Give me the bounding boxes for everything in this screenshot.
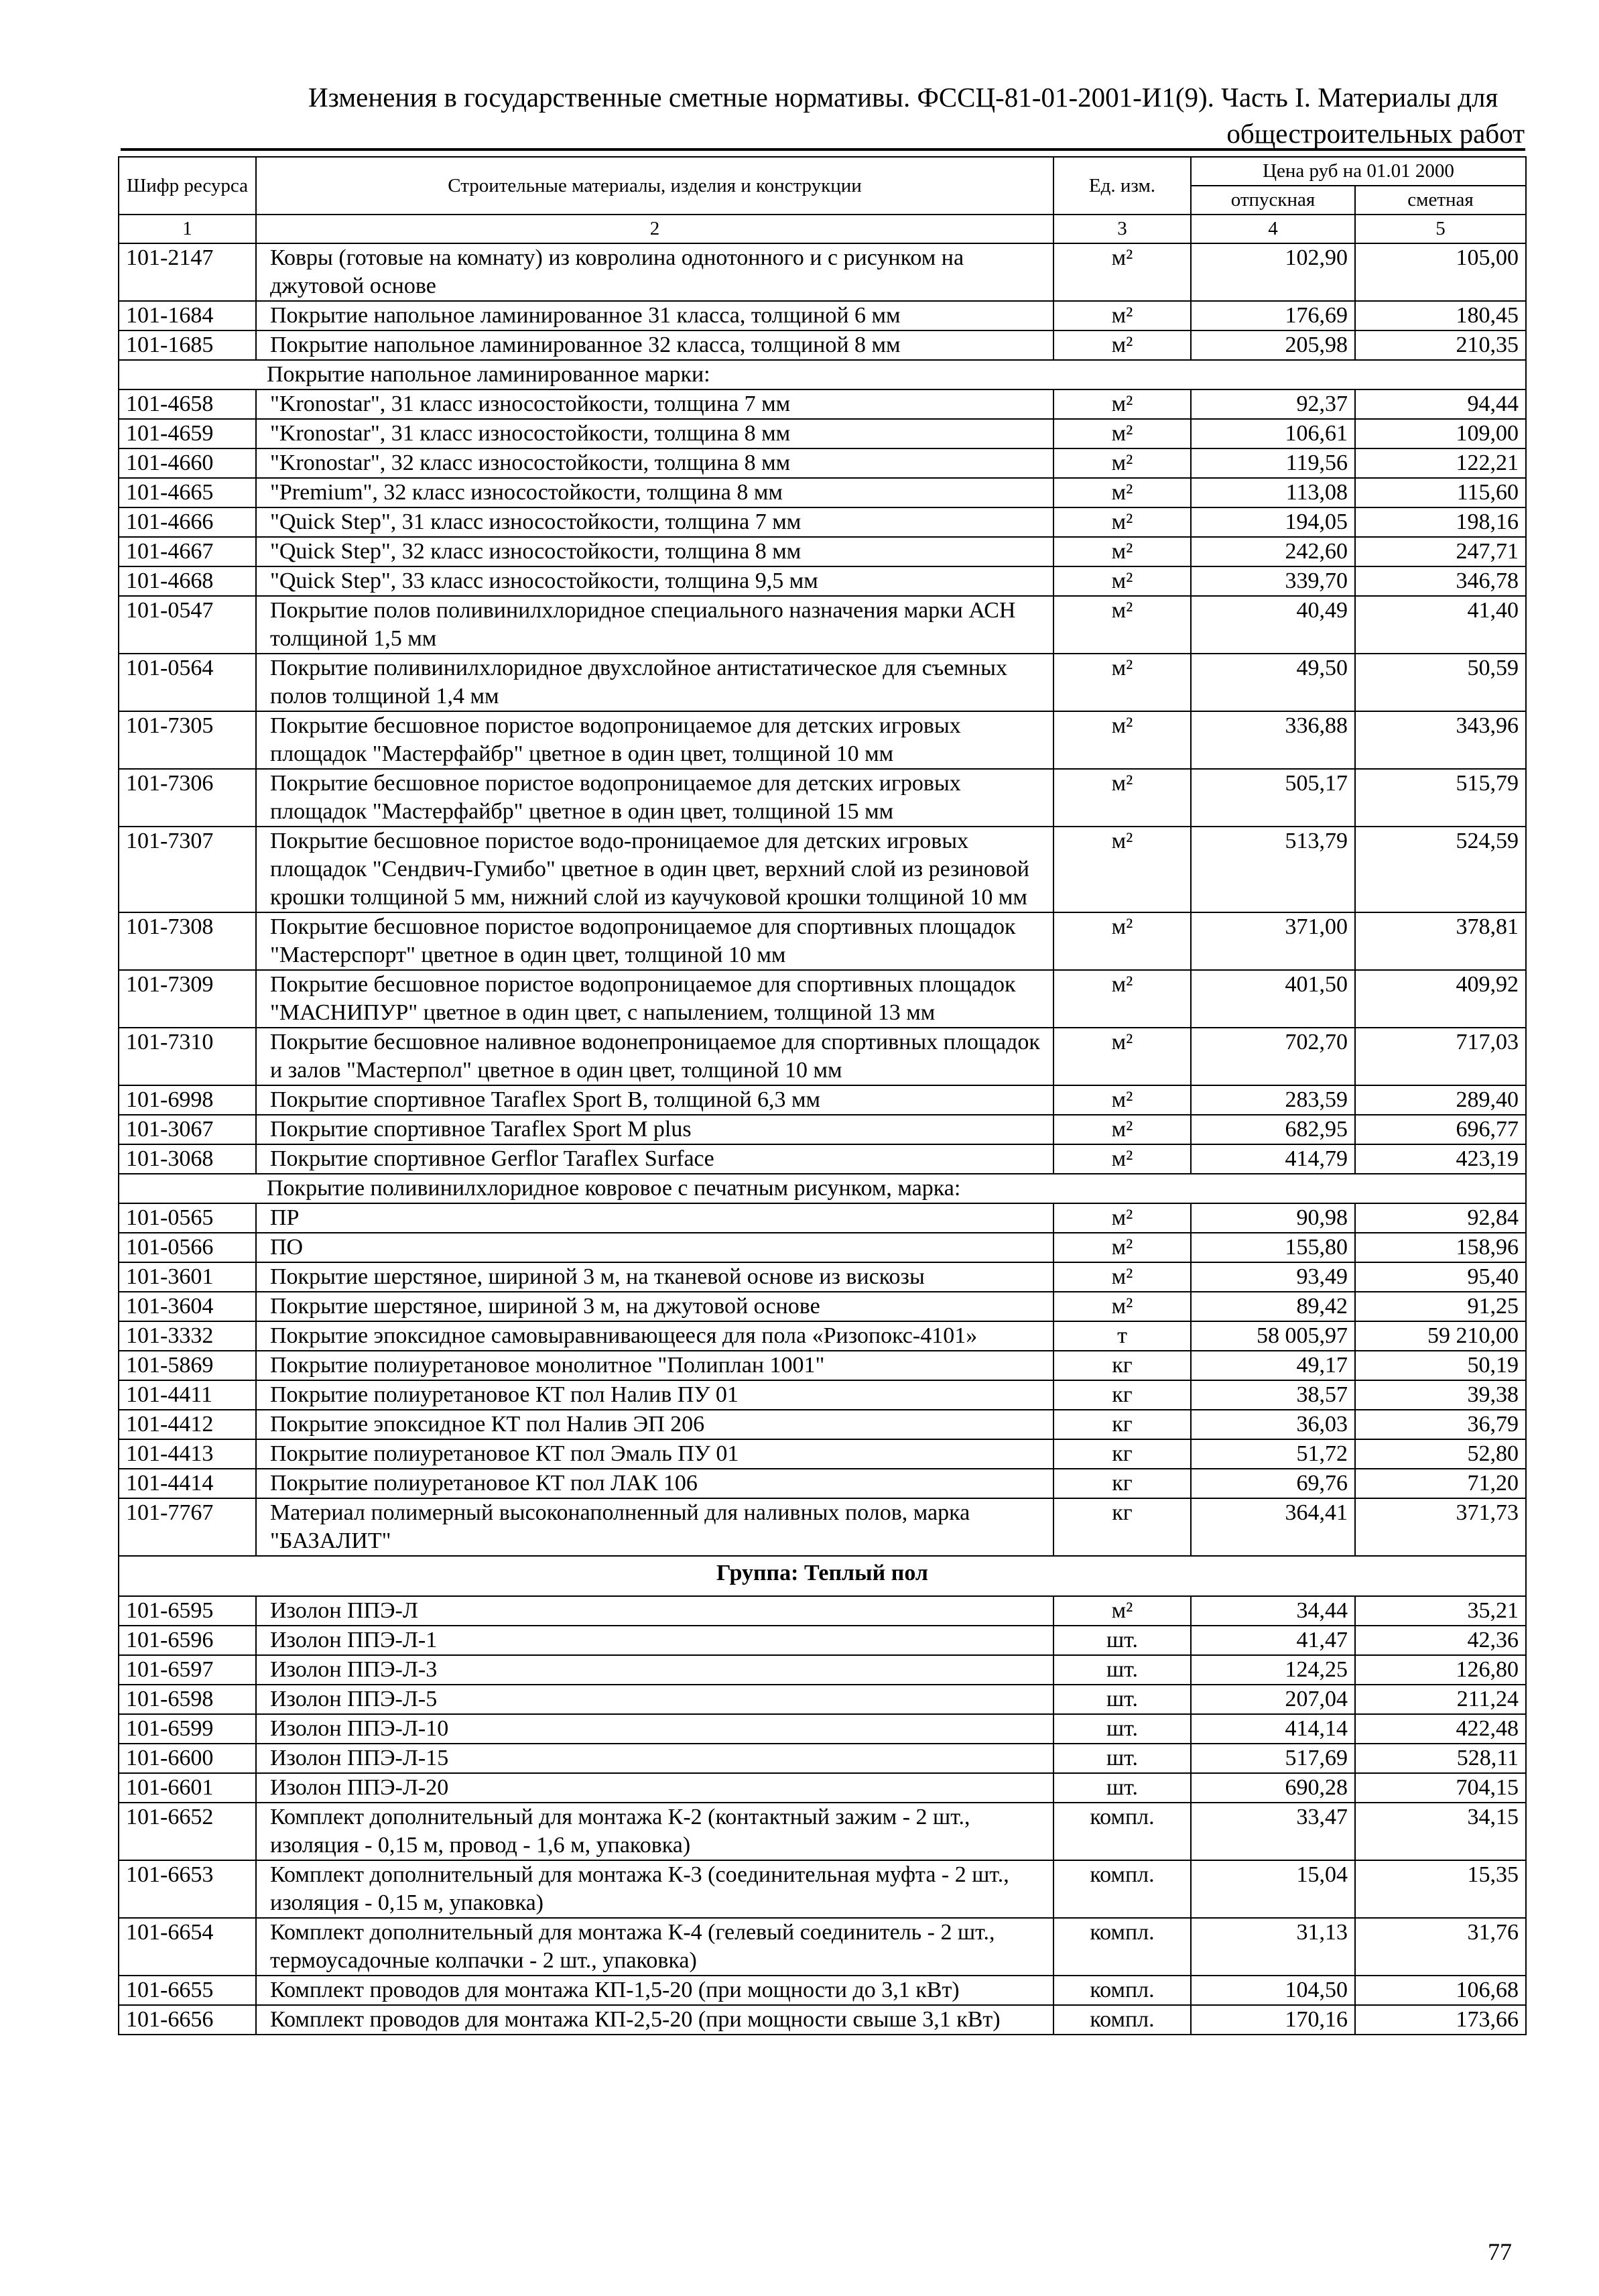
release-price: 414,79 xyxy=(1191,1144,1355,1174)
unit-cell: м² xyxy=(1053,1596,1191,1626)
table-row xyxy=(119,507,1526,537)
header-line-1: Изменения в государственные сметные нормативы. ФССЦ-81-01-2001-И1(9). Часть I. Материалы для xyxy=(308,82,1498,113)
unit-cell: кг xyxy=(1053,1469,1191,1498)
table-row xyxy=(119,1115,1526,1144)
material-name: Покрытие эпоксидное самовыравнивающееся для пола «Ризопокс-4101» xyxy=(256,1321,1053,1351)
release-price: 51,72 xyxy=(1191,1439,1355,1469)
material-name: Изолон ППЭ-Л-20 xyxy=(256,1773,1053,1803)
release-price: 41,47 xyxy=(1191,1626,1355,1655)
release-price: 690,28 xyxy=(1191,1773,1355,1803)
materials-table xyxy=(118,156,1527,2035)
table-row xyxy=(119,1773,1526,1803)
estimate-price: 696,77 xyxy=(1355,1115,1526,1144)
table-row xyxy=(119,1439,1526,1469)
table-row xyxy=(119,1976,1526,2005)
estimate-price: 41,40 xyxy=(1355,596,1526,654)
table-row xyxy=(119,330,1526,360)
estimate-price: 343,96 xyxy=(1355,711,1526,769)
table-row xyxy=(119,596,1526,654)
unit-cell: м² xyxy=(1053,243,1191,301)
release-price: 517,69 xyxy=(1191,1744,1355,1773)
table-row xyxy=(119,419,1526,448)
table-row xyxy=(119,1233,1526,1262)
material-name: ПР xyxy=(256,1203,1053,1233)
release-price: 205,98 xyxy=(1191,330,1355,360)
estimate-price: 717,03 xyxy=(1355,1028,1526,1085)
estimate-price: 409,92 xyxy=(1355,970,1526,1028)
release-price: 36,03 xyxy=(1191,1410,1355,1439)
estimate-price: 423,19 xyxy=(1355,1144,1526,1174)
estimate-price: 91,25 xyxy=(1355,1292,1526,1321)
resource-code: 101-6656 xyxy=(119,2005,256,2035)
estimate-price: 198,16 xyxy=(1355,507,1526,537)
release-price: 89,42 xyxy=(1191,1292,1355,1321)
release-price: 371,00 xyxy=(1191,912,1355,970)
resource-code: 101-5869 xyxy=(119,1351,256,1380)
unit-cell: м² xyxy=(1053,507,1191,537)
unit-cell: компл. xyxy=(1053,1976,1191,2005)
table-row xyxy=(119,1860,1526,1918)
estimate-price: 371,73 xyxy=(1355,1498,1526,1556)
material-name: Изолон ППЭ-Л-15 xyxy=(256,1744,1053,1773)
material-name: Покрытие бесшовное наливное водонепроницаемое для спортивных площадок и залов "Мастерпол" цветное в один цвет, толщиной 10 мм xyxy=(256,1028,1053,1085)
material-name: Комплект дополнительный для монтажа К-3 (соединительная муфта - 2 шт., изоляция - 0,15 м, упаковка) xyxy=(256,1860,1053,1918)
estimate-price: 36,79 xyxy=(1355,1410,1526,1439)
header-rule xyxy=(121,148,1525,151)
table-row xyxy=(119,654,1526,711)
resource-code: 101-7308 xyxy=(119,912,256,970)
unit-cell: м² xyxy=(1053,769,1191,827)
table-row xyxy=(119,478,1526,507)
release-price: 401,50 xyxy=(1191,970,1355,1028)
unit-cell: м² xyxy=(1053,654,1191,711)
resource-code: 101-6596 xyxy=(119,1626,256,1655)
material-name: "Quick Step", 32 класс износостойкости, толщина 8 мм xyxy=(256,537,1053,566)
estimate-price: 422,48 xyxy=(1355,1714,1526,1744)
resource-code: 101-0547 xyxy=(119,596,256,654)
resource-code: 101-3601 xyxy=(119,1262,256,1292)
material-name: Покрытие полиуретановое КТ пол Эмаль ПУ 01 xyxy=(256,1439,1053,1469)
material-name: "Kronostar", 31 класс износостойкости, толщина 7 мм xyxy=(256,389,1053,419)
release-price: 336,88 xyxy=(1191,711,1355,769)
material-name: Покрытие напольное ламинированное 32 класса, толщиной 8 мм xyxy=(256,330,1053,360)
material-name: Покрытие эпоксидное КТ пол Налив ЭП 206 xyxy=(256,1410,1053,1439)
table-row xyxy=(119,1469,1526,1498)
table-row xyxy=(119,243,1526,301)
page-number: 77 xyxy=(1488,2238,1512,2265)
material-name: Покрытие полов поливинилхлоридное специального назначения марки АСН толщиной 1,5 мм xyxy=(256,596,1053,654)
table-body xyxy=(119,243,1526,2035)
unit-cell: м² xyxy=(1053,419,1191,448)
table-row xyxy=(119,389,1526,419)
col-price-header: Цена руб на 01.01 2000 xyxy=(1191,157,1526,186)
resource-code: 101-4411 xyxy=(119,1380,256,1410)
resource-code: 101-6655 xyxy=(119,1976,256,2005)
unit-cell: шт. xyxy=(1053,1655,1191,1685)
section-heading: Покрытие поливинилхлоридное ковровое с печатным рисунком, марка: xyxy=(119,1174,1526,1203)
unit-cell: м² xyxy=(1053,711,1191,769)
resource-code: 101-1684 xyxy=(119,301,256,330)
material-name: Покрытие бесшовное пористое водо-проницаемое для детских игровых площадок "Сендвич-Гумибо" цветное в один цвет, верхний слой из резиновой крошки толщиной 5 мм, нижний слой из каучуковой крошки толщиной 10 мм xyxy=(256,827,1053,912)
unit-cell: кг xyxy=(1053,1351,1191,1380)
estimate-price: 158,96 xyxy=(1355,1233,1526,1262)
release-price: 15,04 xyxy=(1191,1860,1355,1918)
material-name: Покрытие спортивное Taraflex Sport B, толщиной 6,3 мм xyxy=(256,1085,1053,1115)
unit-cell: м² xyxy=(1053,827,1191,912)
release-price: 364,41 xyxy=(1191,1498,1355,1556)
table-row xyxy=(119,1714,1526,1744)
table-row xyxy=(119,1321,1526,1351)
table-row xyxy=(119,1410,1526,1439)
resource-code: 101-6654 xyxy=(119,1918,256,1976)
table-row xyxy=(119,1596,1526,1626)
material-name: Покрытие бесшовное пористое водопроницаемое для детских игровых площадок "Мастерфайбр" цветное в один цвет, толщиной 15 мм xyxy=(256,769,1053,827)
col-release-header: отпускная xyxy=(1191,186,1355,215)
unit-cell: м² xyxy=(1053,1292,1191,1321)
release-price: 283,59 xyxy=(1191,1085,1355,1115)
estimate-price: 126,80 xyxy=(1355,1655,1526,1685)
table-row xyxy=(119,769,1526,827)
col-index-1: 1 xyxy=(119,215,256,243)
resource-code: 101-6652 xyxy=(119,1803,256,1860)
group-heading: Группа: Теплый пол xyxy=(119,1556,1526,1596)
estimate-price: 92,84 xyxy=(1355,1203,1526,1233)
col-index-3: 3 xyxy=(1053,215,1191,243)
release-price: 339,70 xyxy=(1191,566,1355,596)
material-name: Комплект дополнительный для монтажа К-4 (гелевый соединитель - 2 шт., термоусадочные колпачки - 2 шт., упаковка) xyxy=(256,1918,1053,1976)
resource-code: 101-0566 xyxy=(119,1233,256,1262)
table-row xyxy=(119,912,1526,970)
resource-code: 101-4666 xyxy=(119,507,256,537)
release-price: 69,76 xyxy=(1191,1469,1355,1498)
resource-code: 101-1685 xyxy=(119,330,256,360)
resource-code: 101-6597 xyxy=(119,1655,256,1685)
material-name: Изолон ППЭ-Л-3 xyxy=(256,1655,1053,1685)
release-price: 682,95 xyxy=(1191,1115,1355,1144)
estimate-price: 105,00 xyxy=(1355,243,1526,301)
resource-code: 101-4667 xyxy=(119,537,256,566)
estimate-price: 528,11 xyxy=(1355,1744,1526,1773)
table-row xyxy=(119,1744,1526,1773)
unit-cell: м² xyxy=(1053,1144,1191,1174)
release-price: 155,80 xyxy=(1191,1233,1355,1262)
release-price: 702,70 xyxy=(1191,1028,1355,1085)
resource-code: 101-6598 xyxy=(119,1685,256,1714)
unit-cell: шт. xyxy=(1053,1626,1191,1655)
estimate-price: 346,78 xyxy=(1355,566,1526,596)
resource-code: 101-7307 xyxy=(119,827,256,912)
estimate-price: 109,00 xyxy=(1355,419,1526,448)
table-row xyxy=(119,1351,1526,1380)
resource-code: 101-4658 xyxy=(119,389,256,419)
resource-code: 101-4668 xyxy=(119,566,256,596)
estimate-price: 52,80 xyxy=(1355,1439,1526,1469)
estimate-price: 95,40 xyxy=(1355,1262,1526,1292)
table-row xyxy=(119,1498,1526,1556)
release-price: 92,37 xyxy=(1191,389,1355,419)
resource-code: 101-7306 xyxy=(119,769,256,827)
estimate-price: 71,20 xyxy=(1355,1469,1526,1498)
header-line-2: общестроительных работ xyxy=(1226,118,1525,149)
release-price: 31,13 xyxy=(1191,1918,1355,1976)
estimate-price: 704,15 xyxy=(1355,1773,1526,1803)
section-heading: Покрытие напольное ламинированное марки: xyxy=(119,360,1526,389)
release-price: 49,17 xyxy=(1191,1351,1355,1380)
unit-cell: м² xyxy=(1053,596,1191,654)
unit-cell: шт. xyxy=(1053,1744,1191,1773)
section-row xyxy=(119,360,1526,389)
group-row xyxy=(119,1556,1526,1596)
unit-cell: компл. xyxy=(1053,2005,1191,2035)
release-price: 40,49 xyxy=(1191,596,1355,654)
material-name: ПО xyxy=(256,1233,1053,1262)
release-price: 194,05 xyxy=(1191,507,1355,537)
table-header xyxy=(119,157,1526,243)
release-price: 414,14 xyxy=(1191,1714,1355,1744)
unit-cell: м² xyxy=(1053,912,1191,970)
unit-cell: компл. xyxy=(1053,1803,1191,1860)
release-price: 505,17 xyxy=(1191,769,1355,827)
release-price: 102,90 xyxy=(1191,243,1355,301)
unit-cell: компл. xyxy=(1053,1918,1191,1976)
resource-code: 101-6998 xyxy=(119,1085,256,1115)
table-row xyxy=(119,1655,1526,1685)
material-name: Покрытие спортивное Gerflor Taraflex Surface xyxy=(256,1144,1053,1174)
material-name: "Quick Step", 31 класс износостойкости, толщина 7 мм xyxy=(256,507,1053,537)
table-row xyxy=(119,711,1526,769)
resource-code: 101-3068 xyxy=(119,1144,256,1174)
unit-cell: кг xyxy=(1053,1439,1191,1469)
release-price: 93,49 xyxy=(1191,1262,1355,1292)
resource-code: 101-3067 xyxy=(119,1115,256,1144)
unit-cell: м² xyxy=(1053,1085,1191,1115)
material-name: Комплект проводов для монтажа КП-1,5-20 (при мощности до 3,1 кВт) xyxy=(256,1976,1053,2005)
table-row xyxy=(119,1380,1526,1410)
table-row xyxy=(119,1085,1526,1115)
release-price: 106,61 xyxy=(1191,419,1355,448)
estimate-price: 42,36 xyxy=(1355,1626,1526,1655)
resource-code: 101-4659 xyxy=(119,419,256,448)
estimate-price: 524,59 xyxy=(1355,827,1526,912)
estimate-price: 15,35 xyxy=(1355,1860,1526,1918)
resource-code: 101-6600 xyxy=(119,1744,256,1773)
table-row xyxy=(119,566,1526,596)
unit-cell: м² xyxy=(1053,448,1191,478)
table-row xyxy=(119,1203,1526,1233)
table-row xyxy=(119,1626,1526,1655)
material-name: Покрытие шерстяное, шириной 3 м, на джутовой основе xyxy=(256,1292,1053,1321)
resource-code: 101-6595 xyxy=(119,1596,256,1626)
unit-cell: шт. xyxy=(1053,1685,1191,1714)
estimate-price: 39,38 xyxy=(1355,1380,1526,1410)
release-price: 119,56 xyxy=(1191,448,1355,478)
estimate-price: 59 210,00 xyxy=(1355,1321,1526,1351)
unit-cell: м² xyxy=(1053,1028,1191,1085)
material-name: Покрытие поливинилхлоридное двухслойное антистатическое для съемных полов толщиной 1,4 мм xyxy=(256,654,1053,711)
estimate-price: 115,60 xyxy=(1355,478,1526,507)
unit-cell: м² xyxy=(1053,1115,1191,1144)
unit-cell: м² xyxy=(1053,330,1191,360)
section-row xyxy=(119,1174,1526,1203)
estimate-price: 211,24 xyxy=(1355,1685,1526,1714)
unit-cell: кг xyxy=(1053,1410,1191,1439)
table-row xyxy=(119,827,1526,912)
release-price: 33,47 xyxy=(1191,1803,1355,1860)
col-name-header: Строительные материалы, изделия и конструкции xyxy=(256,157,1053,215)
material-name: Изолон ППЭ-Л-5 xyxy=(256,1685,1053,1714)
material-name: Покрытие полиуретановое КТ пол ЛАК 106 xyxy=(256,1469,1053,1498)
col-index-2: 2 xyxy=(256,215,1053,243)
release-price: 104,50 xyxy=(1191,1976,1355,2005)
release-price: 58 005,97 xyxy=(1191,1321,1355,1351)
estimate-price: 94,44 xyxy=(1355,389,1526,419)
material-name: Покрытие бесшовное пористое водопроницаемое для спортивных площадок "Мастерспорт" цветное в один цвет, толщиной 10 мм xyxy=(256,912,1053,970)
unit-cell: шт. xyxy=(1053,1773,1191,1803)
unit-cell: компл. xyxy=(1053,1860,1191,1918)
resource-code: 101-6599 xyxy=(119,1714,256,1744)
unit-cell: м² xyxy=(1053,566,1191,596)
material-name: Покрытие бесшовное пористое водопроницаемое для детских игровых площадок "Мастерфайбр" цветное в один цвет, толщиной 10 мм xyxy=(256,711,1053,769)
material-name: Покрытие напольное ламинированное 31 класса, толщиной 6 мм xyxy=(256,301,1053,330)
estimate-price: 31,76 xyxy=(1355,1918,1526,1976)
unit-cell: м² xyxy=(1053,970,1191,1028)
col-code-header: Шифр ресурса xyxy=(119,157,256,215)
estimate-price: 289,40 xyxy=(1355,1085,1526,1115)
material-name: Покрытие полиуретановое монолитное "Полиплан 1001" xyxy=(256,1351,1053,1380)
material-name: "Quick Step", 33 класс износостойкости, толщина 9,5 мм xyxy=(256,566,1053,596)
resource-code: 101-3332 xyxy=(119,1321,256,1351)
unit-cell: кг xyxy=(1053,1380,1191,1410)
release-price: 113,08 xyxy=(1191,478,1355,507)
estimate-price: 122,21 xyxy=(1355,448,1526,478)
resource-code: 101-2147 xyxy=(119,243,256,301)
unit-cell: м² xyxy=(1053,1262,1191,1292)
estimate-price: 34,15 xyxy=(1355,1803,1526,1860)
material-name: Материал полимерный высоконаполненный для наливных полов, марка "БАЗАЛИТ" xyxy=(256,1498,1053,1556)
release-price: 513,79 xyxy=(1191,827,1355,912)
table-row xyxy=(119,448,1526,478)
material-name: Комплект проводов для монтажа КП-2,5-20 (при мощности свыше 3,1 кВт) xyxy=(256,2005,1053,2035)
release-price: 242,60 xyxy=(1191,537,1355,566)
estimate-price: 50,19 xyxy=(1355,1351,1526,1380)
col-unit-header: Ед. изм. xyxy=(1053,157,1191,215)
material-name: "Kronostar", 31 класс износостойкости, толщина 8 мм xyxy=(256,419,1053,448)
resource-code: 101-0565 xyxy=(119,1203,256,1233)
release-price: 49,50 xyxy=(1191,654,1355,711)
resource-code: 101-7767 xyxy=(119,1498,256,1556)
material-name: Ковры (готовые на комнату) из ковролина однотонного и с рисунком на джутовой основе xyxy=(256,243,1053,301)
release-price: 90,98 xyxy=(1191,1203,1355,1233)
resource-code: 101-4660 xyxy=(119,448,256,478)
resource-code: 101-3604 xyxy=(119,1292,256,1321)
material-name: Покрытие спортивное Taraflex Sport M plus xyxy=(256,1115,1053,1144)
table-row xyxy=(119,1144,1526,1174)
unit-cell: м² xyxy=(1053,389,1191,419)
table-row xyxy=(119,301,1526,330)
material-name: Покрытие шерстяное, шириной 3 м, на тканевой основе из вискозы xyxy=(256,1262,1053,1292)
material-name: Изолон ППЭ-Л-10 xyxy=(256,1714,1053,1744)
estimate-price: 35,21 xyxy=(1355,1596,1526,1626)
release-price: 38,57 xyxy=(1191,1380,1355,1410)
material-name: Изолон ППЭ-Л-1 xyxy=(256,1626,1053,1655)
table-row xyxy=(119,1803,1526,1860)
resource-code: 101-4413 xyxy=(119,1439,256,1469)
table-row xyxy=(119,1685,1526,1714)
table-row xyxy=(119,1292,1526,1321)
col-estimate-header: сметная xyxy=(1355,186,1526,215)
table-row xyxy=(119,1028,1526,1085)
estimate-price: 173,66 xyxy=(1355,2005,1526,2035)
release-price: 170,16 xyxy=(1191,2005,1355,2035)
table-row xyxy=(119,970,1526,1028)
resource-code: 101-4414 xyxy=(119,1469,256,1498)
page-header xyxy=(308,79,1525,152)
material-name: Покрытие полиуретановое КТ пол Налив ПУ 01 xyxy=(256,1380,1053,1410)
unit-cell: м² xyxy=(1053,301,1191,330)
resource-code: 101-6601 xyxy=(119,1773,256,1803)
estimate-price: 210,35 xyxy=(1355,330,1526,360)
table-row xyxy=(119,2005,1526,2035)
material-name: Покрытие бесшовное пористое водопроницаемое для спортивных площадок "МАСНИПУР" цветное в один цвет, с напылением, толщиной 13 мм xyxy=(256,970,1053,1028)
unit-cell: м² xyxy=(1053,537,1191,566)
material-name: Комплект дополнительный для монтажа К-2 (контактный зажим - 2 шт., изоляция - 0,15 м, провод - 1,6 м, упаковка) xyxy=(256,1803,1053,1860)
unit-cell: шт. xyxy=(1053,1714,1191,1744)
estimate-price: 106,68 xyxy=(1355,1976,1526,2005)
col-index-5: 5 xyxy=(1355,215,1526,243)
estimate-price: 50,59 xyxy=(1355,654,1526,711)
table-row xyxy=(119,1918,1526,1976)
material-name: "Kronostar", 32 класс износостойкости, толщина 8 мм xyxy=(256,448,1053,478)
resource-code: 101-0564 xyxy=(119,654,256,711)
estimate-price: 515,79 xyxy=(1355,769,1526,827)
resource-code: 101-4665 xyxy=(119,478,256,507)
material-name: "Premium", 32 класс износостойкости, толщина 8 мм xyxy=(256,478,1053,507)
resource-code: 101-7309 xyxy=(119,970,256,1028)
resource-code: 101-7310 xyxy=(119,1028,256,1085)
unit-cell: м² xyxy=(1053,1203,1191,1233)
estimate-price: 180,45 xyxy=(1355,301,1526,330)
release-price: 124,25 xyxy=(1191,1655,1355,1685)
resource-code: 101-6653 xyxy=(119,1860,256,1918)
table-row xyxy=(119,537,1526,566)
unit-cell: кг xyxy=(1053,1498,1191,1556)
resource-code: 101-7305 xyxy=(119,711,256,769)
unit-cell: м² xyxy=(1053,1233,1191,1262)
release-price: 34,44 xyxy=(1191,1596,1355,1626)
material-name: Изолон ППЭ-Л xyxy=(256,1596,1053,1626)
resource-code: 101-4412 xyxy=(119,1410,256,1439)
release-price: 207,04 xyxy=(1191,1685,1355,1714)
estimate-price: 247,71 xyxy=(1355,537,1526,566)
unit-cell: м² xyxy=(1053,478,1191,507)
unit-cell: т xyxy=(1053,1321,1191,1351)
table-row xyxy=(119,1262,1526,1292)
col-index-4: 4 xyxy=(1191,215,1355,243)
estimate-price: 378,81 xyxy=(1355,912,1526,970)
release-price: 176,69 xyxy=(1191,301,1355,330)
